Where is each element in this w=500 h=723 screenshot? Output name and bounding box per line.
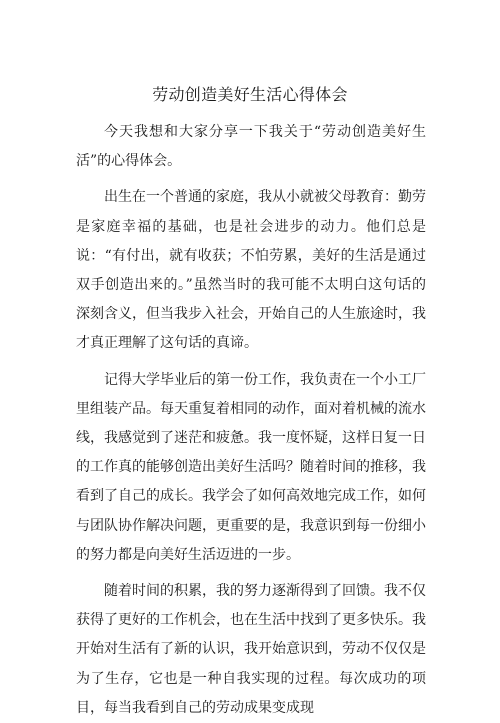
- paragraph-1: 今天我想和大家分享一下我关于“劳动创造美好生活”的心得体会。: [76, 124, 426, 170]
- paragraph-2: 出生在一个普通的家庭，我从小就被父母教育：勤劳是家庭幸福的基础，也是社会进步的动力。他们总是说：“有付出，就有收获；不怕劳累，美好的生活是通过双手创造出来的。”虽然当时的我可能不太明白这句话的深刻含义，但当我步入社会，开始自己的人生旅途时，我才真正理解了这句话的真谛。: [76, 189, 426, 352]
- paragraph-4: 随着时间的积累，我的努力逐渐得到了回馈。我不仅获得了更好的工作机会，也在生活中找到了更多快乐。我开始对生活有了新的认识，我开始意识到，劳动不仅仅是为了生存，它也是一种自我实现的过程。每次成功的项目，每当我看到自己的劳动成果变成现: [76, 583, 426, 716]
- page-title: 劳动创造美好生活心得体会: [152, 84, 348, 104]
- document-body: [76, 118, 426, 723]
- paragraph-3: 记得大学毕业后的第一份工作，我负责在一个小工厂里组装产品。每天重复着相同的动作，面对着机械的流水线，我感觉到了迷茫和疲惫。我一度怀疑，这样日复一日的工作真的能够创造出美好生活吗？随着时间的推移，我看到了自己的成长。我学会了如何高效地完成工作，如何与团队协作解决问题，更重要的是，我意识到每一份细小的努力都是向美好生活迈进的一步。: [76, 371, 426, 563]
